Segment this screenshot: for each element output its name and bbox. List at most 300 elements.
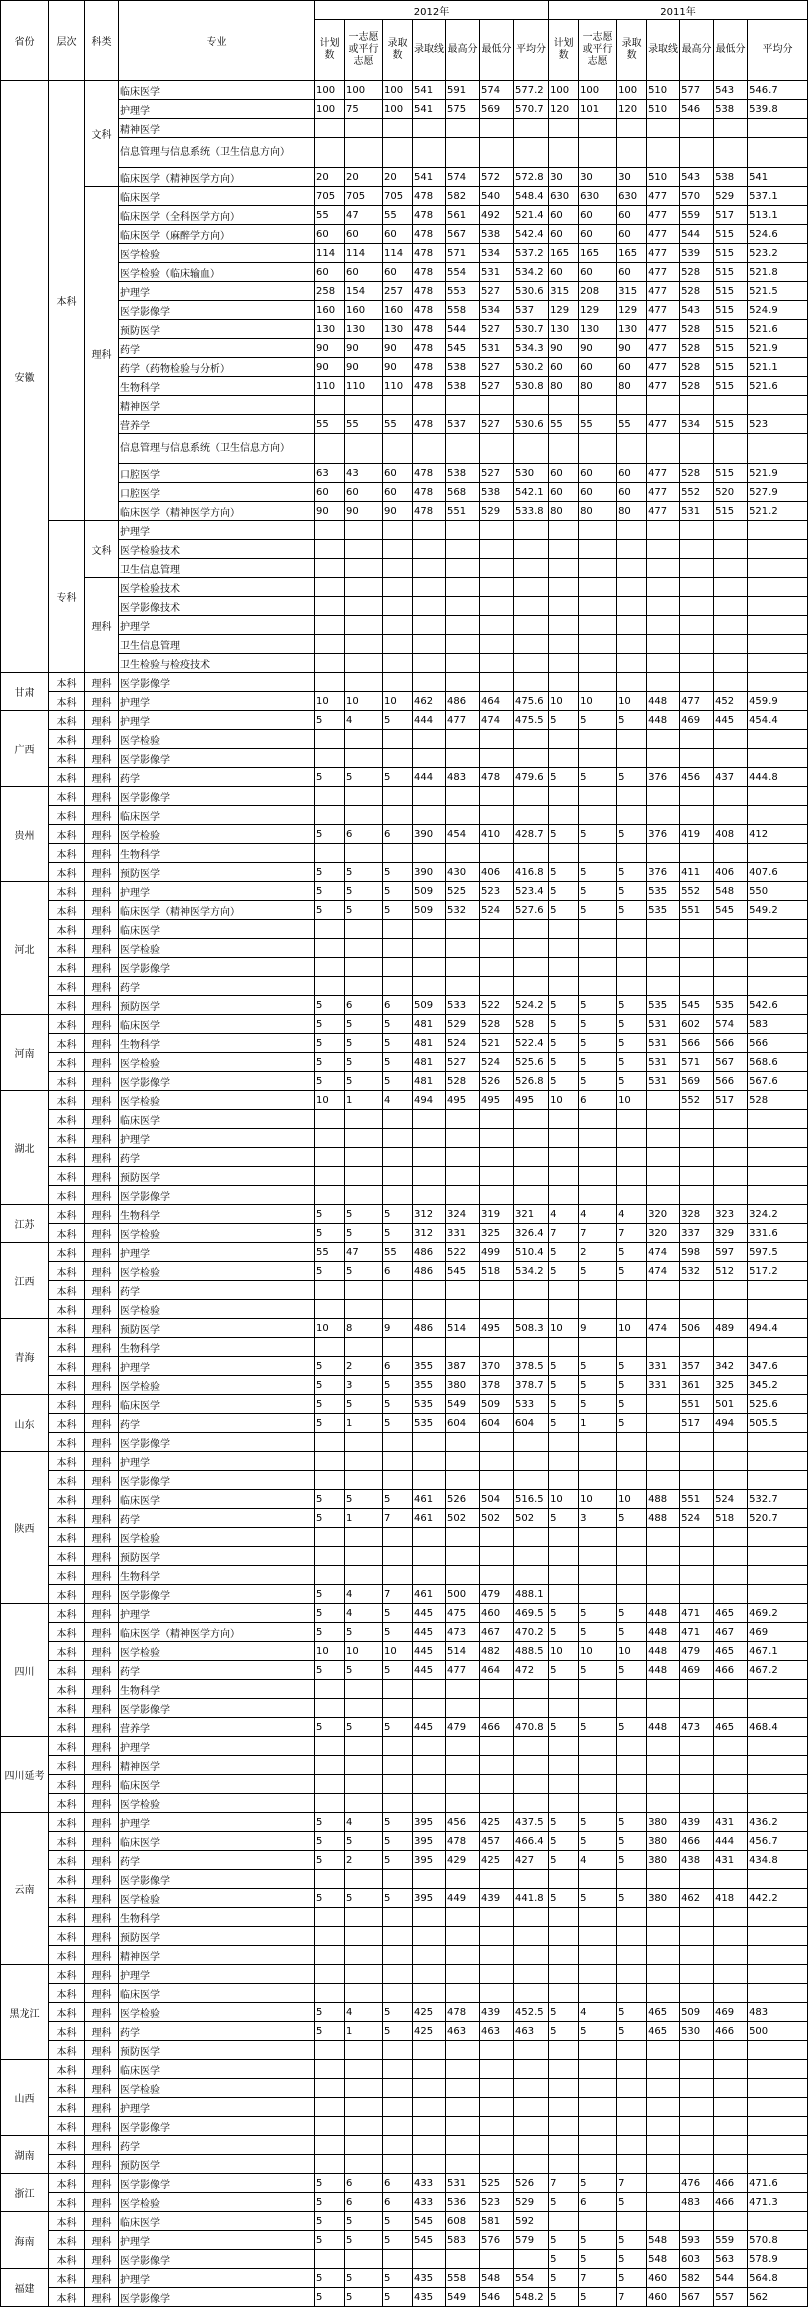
value-cell: 488 bbox=[647, 1509, 680, 1528]
province-cell: 海南 bbox=[1, 2212, 49, 2269]
level-cell: 本科 bbox=[49, 1129, 85, 1148]
value-cell: 466 bbox=[714, 2174, 748, 2193]
value-cell: 60 bbox=[617, 263, 647, 282]
value-cell bbox=[680, 434, 714, 464]
table-row bbox=[1, 939, 808, 958]
table-row bbox=[1, 749, 808, 768]
value-cell bbox=[748, 1452, 808, 1471]
value-cell: 441.8 bbox=[514, 1889, 549, 1908]
value-cell bbox=[579, 939, 617, 958]
value-cell bbox=[446, 1984, 480, 2003]
major-cell: 护理学 bbox=[119, 282, 315, 301]
value-cell: 5 bbox=[617, 1509, 647, 1528]
table-row bbox=[1, 244, 808, 263]
value-cell: 55 bbox=[383, 415, 413, 434]
value-cell bbox=[383, 540, 413, 559]
value-cell: 574 bbox=[446, 168, 480, 187]
category-cell: 理科 bbox=[85, 1775, 119, 1794]
value-cell bbox=[480, 1110, 514, 1129]
value-cell: 5 bbox=[617, 1414, 647, 1433]
value-cell bbox=[748, 616, 808, 635]
value-cell: 380 bbox=[446, 1376, 480, 1395]
value-cell bbox=[413, 1965, 446, 1984]
value-cell bbox=[549, 434, 579, 464]
major-cell: 临床医学 bbox=[119, 1110, 315, 1129]
value-cell: 5 bbox=[617, 1015, 647, 1034]
value-cell bbox=[480, 2098, 514, 2117]
value-cell bbox=[383, 2250, 413, 2269]
value-cell: 3 bbox=[345, 1376, 383, 1395]
value-cell: 531 bbox=[680, 502, 714, 521]
value-cell: 6 bbox=[383, 825, 413, 844]
value-cell bbox=[680, 1737, 714, 1756]
value-cell: 528 bbox=[514, 1015, 549, 1034]
value-cell: 345.2 bbox=[748, 1376, 808, 1395]
value-cell: 442.2 bbox=[748, 1889, 808, 1908]
category-cell: 理科 bbox=[85, 1376, 119, 1395]
value-cell: 412 bbox=[748, 825, 808, 844]
value-cell: 5 bbox=[549, 1661, 579, 1680]
value-cell bbox=[315, 958, 345, 977]
value-cell: 5 bbox=[315, 1376, 345, 1395]
table-row bbox=[1, 339, 808, 358]
level-cell: 本科 bbox=[49, 2212, 85, 2231]
level-cell: 本科 bbox=[49, 1224, 85, 1243]
value-cell: 521.2 bbox=[748, 502, 808, 521]
table-row bbox=[1, 673, 808, 692]
value-cell bbox=[315, 1908, 345, 1927]
value-cell bbox=[579, 1300, 617, 1319]
major-cell: 预防医学 bbox=[119, 996, 315, 1015]
value-cell bbox=[345, 616, 383, 635]
major-cell: 护理学 bbox=[119, 1357, 315, 1376]
value-cell: 30 bbox=[549, 168, 579, 187]
value-cell: 527 bbox=[480, 358, 514, 377]
value-cell: 486 bbox=[446, 692, 480, 711]
category-cell: 理科 bbox=[85, 2041, 119, 2060]
value-cell bbox=[413, 578, 446, 597]
value-cell: 5 bbox=[579, 1889, 617, 1908]
value-cell: 419 bbox=[680, 825, 714, 844]
value-cell bbox=[383, 939, 413, 958]
table-row bbox=[1, 1433, 808, 1452]
value-cell: 551 bbox=[680, 1490, 714, 1509]
level-cell: 本科 bbox=[49, 1756, 85, 1775]
major-cell: 医学影像学 bbox=[119, 1870, 315, 1889]
value-cell bbox=[345, 1471, 383, 1490]
value-cell: 5 bbox=[383, 2003, 413, 2022]
value-cell bbox=[579, 673, 617, 692]
value-cell: 326.4 bbox=[514, 1224, 549, 1243]
value-cell: 331 bbox=[446, 1224, 480, 1243]
value-cell bbox=[315, 1148, 345, 1167]
value-cell: 478 bbox=[413, 483, 446, 502]
value-cell: 466 bbox=[714, 2193, 748, 2212]
value-cell bbox=[647, 1528, 680, 1547]
value-cell: 2 bbox=[345, 1851, 383, 1870]
value-cell bbox=[617, 1547, 647, 1566]
major-cell: 医学检验 bbox=[119, 1528, 315, 1547]
value-cell: 535 bbox=[647, 996, 680, 1015]
value-cell: 60 bbox=[315, 263, 345, 282]
value-cell bbox=[748, 1794, 808, 1813]
value-cell bbox=[480, 1528, 514, 1547]
value-cell: 60 bbox=[549, 225, 579, 244]
level-cell: 本科 bbox=[49, 1642, 85, 1661]
value-cell bbox=[617, 939, 647, 958]
value-cell bbox=[617, 1186, 647, 1205]
level-cell: 本科 bbox=[49, 1661, 85, 1680]
province-cell: 云南 bbox=[1, 1813, 49, 1965]
value-cell: 512 bbox=[714, 1262, 748, 1281]
value-cell: 478 bbox=[413, 320, 446, 339]
table-row bbox=[1, 2003, 808, 2022]
value-cell bbox=[345, 2060, 383, 2079]
value-cell bbox=[748, 1471, 808, 1490]
category-cell: 理科 bbox=[85, 711, 119, 730]
value-cell: 370 bbox=[480, 1357, 514, 1376]
major-cell: 医学影像学 bbox=[119, 2288, 315, 2307]
value-cell bbox=[446, 1775, 480, 1794]
value-cell bbox=[480, 1281, 514, 1300]
value-cell: 5 bbox=[617, 2231, 647, 2250]
value-cell bbox=[748, 787, 808, 806]
value-cell bbox=[579, 1452, 617, 1471]
value-cell bbox=[345, 1699, 383, 1718]
value-cell bbox=[446, 1148, 480, 1167]
major-cell: 临床医学 bbox=[119, 2060, 315, 2079]
major-cell: 口腔医学 bbox=[119, 483, 315, 502]
value-cell: 427 bbox=[514, 1851, 549, 1870]
category-cell: 理科 bbox=[85, 1300, 119, 1319]
category-cell: 理科 bbox=[85, 1737, 119, 1756]
value-cell bbox=[345, 1452, 383, 1471]
value-cell bbox=[383, 2136, 413, 2155]
value-cell: 534 bbox=[480, 301, 514, 320]
value-cell bbox=[549, 2117, 579, 2136]
value-cell bbox=[647, 1186, 680, 1205]
table-row bbox=[1, 282, 808, 301]
category-cell: 理科 bbox=[85, 1091, 119, 1110]
value-cell bbox=[315, 2155, 345, 2174]
value-cell bbox=[647, 939, 680, 958]
major-cell: 医学检验 bbox=[119, 2003, 315, 2022]
value-cell bbox=[748, 806, 808, 825]
value-cell bbox=[714, 939, 748, 958]
major-cell: 护理学 bbox=[119, 1243, 315, 1262]
table-row bbox=[1, 483, 808, 502]
value-cell: 494.4 bbox=[748, 1319, 808, 1338]
value-cell bbox=[714, 1547, 748, 1566]
value-cell: 425 bbox=[413, 2003, 446, 2022]
value-cell bbox=[680, 396, 714, 415]
value-cell: 481 bbox=[413, 1072, 446, 1091]
value-cell: 9 bbox=[579, 1319, 617, 1338]
value-cell: 5 bbox=[617, 2022, 647, 2041]
value-cell bbox=[413, 2117, 446, 2136]
value-cell: 444.8 bbox=[748, 768, 808, 787]
value-cell bbox=[345, 635, 383, 654]
table-row bbox=[1, 2098, 808, 2117]
value-cell bbox=[647, 1870, 680, 1889]
value-cell: 478 bbox=[413, 225, 446, 244]
value-cell bbox=[480, 2155, 514, 2174]
value-cell bbox=[680, 2041, 714, 2060]
category-cell: 理科 bbox=[85, 863, 119, 882]
value-cell: 337 bbox=[680, 1224, 714, 1243]
value-cell: 5 bbox=[549, 1395, 579, 1414]
value-cell bbox=[549, 559, 579, 578]
value-cell bbox=[680, 2098, 714, 2117]
value-cell bbox=[714, 1737, 748, 1756]
header-col: 计划数 bbox=[315, 20, 345, 81]
table-row bbox=[1, 2136, 808, 2155]
value-cell: 416.8 bbox=[514, 863, 549, 882]
table-row bbox=[1, 1832, 808, 1851]
value-cell bbox=[480, 1433, 514, 1452]
value-cell bbox=[617, 673, 647, 692]
table-row bbox=[1, 1376, 808, 1395]
value-cell: 100 bbox=[383, 100, 413, 119]
value-cell bbox=[579, 1186, 617, 1205]
level-cell: 本科 bbox=[49, 1946, 85, 1965]
value-cell bbox=[748, 1699, 808, 1718]
value-cell bbox=[345, 1927, 383, 1946]
value-cell: 5 bbox=[345, 2212, 383, 2231]
value-cell bbox=[617, 1965, 647, 1984]
value-cell: 530.2 bbox=[514, 358, 549, 377]
value-cell: 535 bbox=[714, 996, 748, 1015]
value-cell bbox=[514, 1186, 549, 1205]
value-cell bbox=[549, 1338, 579, 1357]
major-cell: 护理学 bbox=[119, 1965, 315, 1984]
value-cell: 55 bbox=[345, 415, 383, 434]
level-cell: 本科 bbox=[49, 1148, 85, 1167]
level-cell: 本科 bbox=[49, 977, 85, 996]
value-cell: 478 bbox=[413, 502, 446, 521]
value-cell bbox=[446, 1756, 480, 1775]
value-cell bbox=[514, 1699, 549, 1718]
table-row bbox=[1, 1034, 808, 1053]
value-cell bbox=[315, 1338, 345, 1357]
value-cell: 566 bbox=[680, 1034, 714, 1053]
value-cell: 55 bbox=[579, 415, 617, 434]
value-cell bbox=[315, 673, 345, 692]
category-cell: 理科 bbox=[85, 1471, 119, 1490]
value-cell bbox=[413, 2041, 446, 2060]
value-cell bbox=[383, 1965, 413, 1984]
header-col: 录取线 bbox=[647, 20, 680, 81]
table-row bbox=[1, 2269, 808, 2288]
value-cell: 528 bbox=[680, 339, 714, 358]
value-cell bbox=[680, 540, 714, 559]
table-row bbox=[1, 559, 808, 578]
value-cell: 6 bbox=[345, 2174, 383, 2193]
value-cell bbox=[413, 1794, 446, 1813]
value-cell bbox=[514, 1528, 549, 1547]
value-cell: 355 bbox=[413, 1376, 446, 1395]
value-cell bbox=[549, 1680, 579, 1699]
value-cell bbox=[680, 1870, 714, 1889]
value-cell bbox=[383, 673, 413, 692]
value-cell bbox=[345, 787, 383, 806]
value-cell bbox=[383, 1433, 413, 1452]
value-cell: 5 bbox=[315, 1832, 345, 1851]
value-cell: 5 bbox=[315, 2269, 345, 2288]
value-cell bbox=[714, 1566, 748, 1585]
value-cell: 486 bbox=[413, 1243, 446, 1262]
value-cell: 445 bbox=[413, 1718, 446, 1737]
value-cell bbox=[480, 977, 514, 996]
table-row bbox=[1, 1395, 808, 1414]
category-cell: 理科 bbox=[85, 2003, 119, 2022]
value-cell bbox=[383, 1794, 413, 1813]
major-cell: 生物科学 bbox=[119, 1205, 315, 1224]
value-cell bbox=[446, 138, 480, 168]
value-cell: 465 bbox=[647, 2022, 680, 2041]
value-cell bbox=[480, 1452, 514, 1471]
value-cell bbox=[480, 673, 514, 692]
category-cell: 理科 bbox=[85, 1338, 119, 1357]
value-cell bbox=[413, 559, 446, 578]
table-row bbox=[1, 692, 808, 711]
value-cell: 476 bbox=[680, 2174, 714, 2193]
value-cell bbox=[413, 1699, 446, 1718]
value-cell bbox=[647, 654, 680, 673]
value-cell: 5 bbox=[383, 1623, 413, 1642]
value-cell bbox=[714, 1186, 748, 1205]
value-cell: 454.4 bbox=[748, 711, 808, 730]
value-cell bbox=[383, 2155, 413, 2174]
value-cell bbox=[714, 920, 748, 939]
value-cell bbox=[549, 1946, 579, 1965]
value-cell: 5 bbox=[383, 1395, 413, 1414]
value-cell: 347.6 bbox=[748, 1357, 808, 1376]
value-cell: 324 bbox=[446, 1205, 480, 1224]
value-cell bbox=[647, 1471, 680, 1490]
category-cell: 理科 bbox=[85, 1965, 119, 1984]
value-cell bbox=[714, 1794, 748, 1813]
value-cell bbox=[647, 749, 680, 768]
value-cell: 5 bbox=[315, 1490, 345, 1509]
value-cell bbox=[748, 1300, 808, 1319]
value-cell bbox=[480, 1471, 514, 1490]
value-cell bbox=[748, 1186, 808, 1205]
value-cell bbox=[748, 1129, 808, 1148]
value-cell bbox=[413, 1186, 446, 1205]
value-cell bbox=[446, 616, 480, 635]
value-cell: 478 bbox=[413, 339, 446, 358]
major-cell: 药学 bbox=[119, 1148, 315, 1167]
value-cell bbox=[345, 119, 383, 138]
value-cell: 5 bbox=[579, 1813, 617, 1832]
value-cell: 495 bbox=[514, 1091, 549, 1110]
value-cell: 5 bbox=[315, 1585, 345, 1604]
value-cell: 5 bbox=[549, 768, 579, 787]
value-cell bbox=[446, 1300, 480, 1319]
value-cell: 515 bbox=[714, 377, 748, 396]
level-cell: 本科 bbox=[49, 1034, 85, 1053]
value-cell bbox=[383, 2117, 413, 2136]
value-cell: 448 bbox=[647, 1661, 680, 1680]
value-cell: 551 bbox=[680, 1395, 714, 1414]
value-cell: 509 bbox=[680, 2003, 714, 2022]
value-cell bbox=[383, 749, 413, 768]
value-cell: 541 bbox=[413, 100, 446, 119]
value-cell: 527 bbox=[480, 320, 514, 339]
value-cell bbox=[647, 1300, 680, 1319]
value-cell: 515 bbox=[714, 415, 748, 434]
major-cell: 信息管理与信息系统（卫生信息方向） bbox=[119, 138, 315, 168]
value-cell: 5 bbox=[315, 1509, 345, 1528]
value-cell bbox=[647, 1794, 680, 1813]
value-cell: 528 bbox=[680, 263, 714, 282]
level-cell: 本科 bbox=[49, 1984, 85, 2003]
header-col: 平均分 bbox=[748, 20, 808, 81]
value-cell: 5 bbox=[617, 901, 647, 920]
value-cell bbox=[714, 559, 748, 578]
value-cell: 101 bbox=[579, 100, 617, 119]
header-col: 录取线 bbox=[413, 20, 446, 81]
value-cell: 60 bbox=[579, 206, 617, 225]
level-cell: 本科 bbox=[49, 901, 85, 920]
value-cell: 90 bbox=[345, 502, 383, 521]
table-row bbox=[1, 2041, 808, 2060]
value-cell: 5 bbox=[579, 882, 617, 901]
value-cell: 552 bbox=[680, 882, 714, 901]
value-cell bbox=[714, 1281, 748, 1300]
level-cell: 本科 bbox=[49, 1813, 85, 1832]
major-cell: 药学 bbox=[119, 2022, 315, 2041]
value-cell: 466 bbox=[714, 1661, 748, 1680]
major-cell: 医学检验 bbox=[119, 1300, 315, 1319]
value-cell: 551 bbox=[680, 901, 714, 920]
value-cell bbox=[549, 1281, 579, 1300]
category-cell: 理科 bbox=[85, 1034, 119, 1053]
value-cell: 130 bbox=[345, 320, 383, 339]
value-cell: 528 bbox=[680, 377, 714, 396]
table-row bbox=[1, 1053, 808, 1072]
value-cell bbox=[647, 806, 680, 825]
value-cell bbox=[617, 1110, 647, 1129]
major-cell: 医学影像学 bbox=[119, 787, 315, 806]
value-cell: 60 bbox=[383, 483, 413, 502]
value-cell: 530.8 bbox=[514, 377, 549, 396]
value-cell: 5 bbox=[383, 711, 413, 730]
category-cell: 理科 bbox=[85, 1490, 119, 1509]
table-row bbox=[1, 100, 808, 119]
value-cell: 521.6 bbox=[748, 320, 808, 339]
category-cell: 理科 bbox=[85, 692, 119, 711]
value-cell: 5 bbox=[549, 1509, 579, 1528]
value-cell: 5 bbox=[315, 1205, 345, 1224]
value-cell bbox=[345, 1965, 383, 1984]
value-cell: 431 bbox=[714, 1851, 748, 1870]
value-cell: 515 bbox=[714, 320, 748, 339]
value-cell: 5 bbox=[315, 1395, 345, 1414]
value-cell: 530 bbox=[514, 464, 549, 483]
level-cell: 本科 bbox=[49, 1509, 85, 1528]
value-cell: 475 bbox=[446, 1604, 480, 1623]
value-cell bbox=[383, 1756, 413, 1775]
category-cell: 理科 bbox=[85, 1110, 119, 1129]
value-cell: 428.7 bbox=[514, 825, 549, 844]
value-cell bbox=[315, 1775, 345, 1794]
value-cell: 5 bbox=[345, 1395, 383, 1414]
value-cell bbox=[748, 434, 808, 464]
level-cell: 本科 bbox=[49, 787, 85, 806]
value-cell: 5 bbox=[345, 768, 383, 787]
